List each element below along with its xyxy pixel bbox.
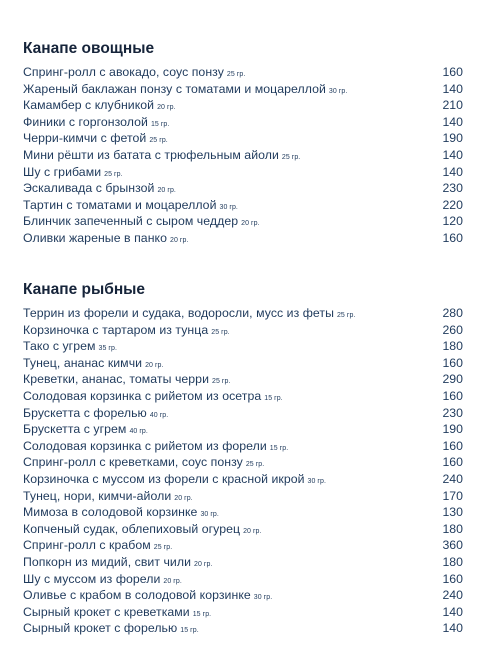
item-price: 120: [442, 214, 463, 229]
menu-item: [23, 230, 188, 250]
section-title: Канапе рыбные: [23, 281, 146, 298]
item-price: 240: [442, 471, 463, 486]
item-name: Оливье с крабом в солодовой корзинке: [23, 588, 251, 603]
item-weight: 25 гр.: [104, 170, 123, 178]
item-weight: 20 гр.: [174, 494, 193, 502]
menu-item-row: [23, 454, 463, 471]
item-price: 180: [442, 339, 463, 354]
item-weight: 40 гр.: [129, 428, 148, 436]
item-price: 220: [442, 197, 463, 212]
menu-item-row: [23, 64, 463, 81]
menu-item-row: [23, 554, 463, 571]
item-name: Сырный крокет с форелью: [23, 621, 178, 636]
item-name: Блинчик запеченный с сыром чеддер: [23, 214, 239, 229]
menu-section-fish: [23, 280, 463, 637]
menu-item-row: [23, 471, 463, 488]
menu-item-row: [23, 147, 463, 164]
menu-item-row: [23, 620, 463, 637]
item-name: Оливки жареные в панко: [23, 230, 167, 245]
item-name: Сырный крокет с креветками: [23, 604, 190, 619]
item-name: Копченый судак, облепиховый огурец: [23, 521, 241, 536]
item-weight: 25 гр.: [153, 544, 173, 552]
item-name: Креветки, ананас, томаты черри: [23, 372, 209, 387]
item-price: 160: [442, 388, 463, 403]
item-weight: 15 гр.: [180, 627, 199, 635]
item-name: Шу с муссом из форели: [23, 571, 161, 586]
item-weight: 20 гр.: [157, 187, 176, 195]
item-name: Солодовая корзинка с рийетом из форели: [23, 438, 267, 453]
item-weight: 30 гр.: [253, 594, 273, 602]
menu-section-vegetable: [23, 39, 463, 247]
item-price: 230: [442, 181, 463, 196]
item-price: 260: [442, 322, 463, 337]
item-price: 160: [442, 571, 463, 586]
item-price: 140: [442, 147, 463, 162]
menu-item-row: [23, 571, 463, 588]
item-price: 280: [442, 306, 463, 320]
item-weight: 20 гр.: [163, 577, 182, 585]
item-name: Жареный баклажан понзу с томатами и моцареллой: [23, 81, 326, 96]
item-price: 240: [442, 588, 463, 603]
menu-item-row: [23, 81, 463, 98]
item-name: Шу с грибами: [23, 164, 102, 179]
item-price: 140: [442, 604, 463, 619]
item-name: Спринг-ролл с крабом: [23, 538, 151, 553]
item-name: Брускетта с угрем: [23, 422, 127, 437]
item-price: 160: [442, 455, 463, 470]
menu-item: [23, 620, 199, 640]
item-list: [23, 305, 463, 637]
item-weight: 40 гр.: [149, 411, 169, 419]
item-weight: 15 гр.: [269, 444, 289, 452]
item-name: Спринг-ролл с авокадо, соус понзу: [23, 65, 224, 79]
item-name: Корзиночка с тартаром из тунца: [23, 322, 209, 337]
item-weight: 20 гр.: [170, 236, 189, 244]
menu-item-row: [23, 197, 463, 214]
item-name: Камамбер с клубникой: [23, 98, 155, 113]
item-weight: 15 гр.: [192, 610, 212, 618]
item-weight: 25 гр.: [212, 378, 231, 386]
item-price: 130: [442, 505, 463, 520]
item-list: [23, 64, 463, 247]
item-name: Финики с горгонзолой: [23, 114, 148, 129]
item-name: Брускетта с форелью: [23, 405, 147, 420]
item-weight: 20 гр.: [145, 361, 164, 369]
item-weight: 25 гр.: [281, 153, 301, 161]
item-name: Тунец, ананас кимчи: [23, 355, 143, 370]
item-weight: 30 гр.: [200, 511, 219, 519]
menu-item-row: [23, 388, 463, 405]
item-price: 230: [442, 405, 463, 420]
item-name: Тартин с томатами и моцареллой: [23, 197, 217, 212]
item-name: Попкорн из мидий, свит чили: [23, 554, 192, 569]
item-name: Корзиночка с муссом из форели с красной икрой: [23, 471, 305, 486]
item-weight: 25 гр.: [245, 461, 265, 469]
item-name: Тако с угрем: [23, 339, 96, 354]
item-weight: 15 гр.: [264, 394, 283, 402]
item-price: 140: [442, 81, 463, 96]
item-name: Мини рёшти из батата с трюфельным айоли: [23, 147, 279, 162]
item-price: 180: [442, 521, 463, 536]
item-weight: 25 гр.: [149, 137, 168, 145]
menu-item-row: [23, 213, 463, 230]
item-price: 170: [442, 488, 463, 503]
menu-item-row: [23, 521, 463, 538]
item-price: 140: [442, 114, 463, 129]
menu-item-row: [23, 371, 463, 388]
menu-item-row: [23, 114, 463, 131]
item-price: 160: [442, 355, 463, 370]
item-weight: 35 гр.: [98, 345, 117, 353]
item-price: 140: [442, 164, 463, 179]
item-name: Террин из форели и судака, водоросли, мусс из феты: [23, 306, 334, 320]
section-title: Канапе овощные: [23, 40, 155, 57]
item-name: Черри-кимчи с фетой: [23, 131, 147, 146]
item-weight: 25 гр.: [336, 312, 356, 319]
menu-item-row: [23, 130, 463, 147]
item-weight: 20 гр.: [157, 104, 176, 112]
item-name: Солодовая корзинка с рийетом из осетра: [23, 388, 262, 403]
menu-item-row: [23, 587, 463, 604]
item-weight: 30 гр.: [307, 477, 326, 485]
item-price: 210: [442, 98, 463, 113]
item-price: 160: [442, 65, 463, 79]
menu-item-row: [23, 355, 463, 372]
menu-item-row: [23, 438, 463, 455]
item-price: 160: [442, 230, 463, 245]
item-weight: 25 гр.: [211, 328, 230, 336]
item-price: 180: [442, 554, 463, 569]
item-weight: 30 гр.: [328, 87, 348, 95]
item-weight: 15 гр.: [150, 120, 170, 128]
menu-item-row: [23, 504, 463, 521]
item-price: 290: [442, 372, 463, 387]
item-weight: 20 гр.: [194, 560, 213, 568]
item-name: Мимоза в солодовой корзинке: [23, 505, 198, 520]
item-weight: 20 гр.: [243, 527, 262, 535]
item-price: 160: [442, 438, 463, 453]
item-price: 140: [442, 621, 463, 636]
item-name: Спринг-ролл с креветками, соус понзу: [23, 455, 243, 470]
menu-item-row: [23, 421, 463, 438]
item-weight: 20 гр.: [241, 220, 260, 228]
item-price: 360: [442, 538, 463, 553]
item-price: 190: [442, 422, 463, 437]
menu-item-row: [23, 180, 463, 197]
item-name: Тунец, нори, кимчи-айоли: [23, 488, 172, 503]
item-weight: 25 гр.: [226, 71, 246, 78]
menu-item-row: [23, 305, 463, 322]
item-price: 190: [442, 131, 463, 146]
item-weight: 30 гр.: [219, 203, 238, 211]
menu-item-row: [23, 338, 463, 355]
item-name: Эскаливада с брынзой: [23, 181, 155, 196]
